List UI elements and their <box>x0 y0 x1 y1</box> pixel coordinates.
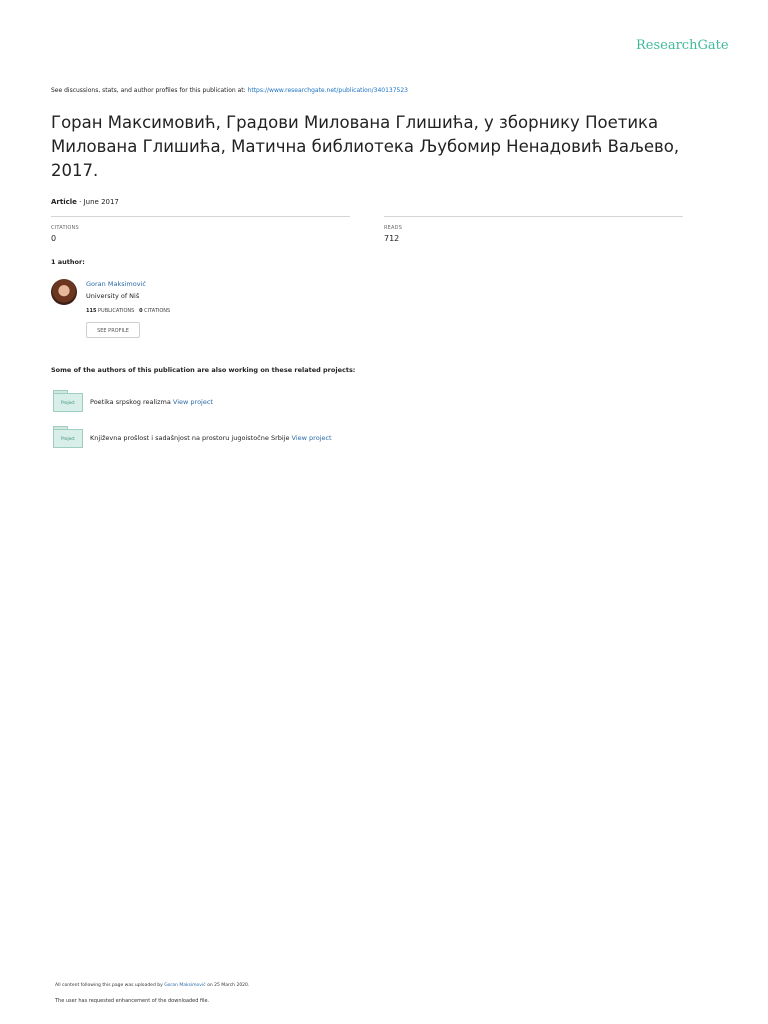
authors-heading: 1 author: <box>51 258 85 266</box>
author-name-link[interactable]: Goran Maksimović <box>86 280 146 288</box>
view-project-link[interactable]: View project <box>291 434 332 442</box>
author-citations-count: 0 <box>139 308 143 314</box>
view-project-link[interactable]: View project <box>172 398 213 406</box>
publication-meta <box>51 198 119 206</box>
project-folder-icon <box>53 390 83 412</box>
publication-title: Горан Максимовић, Градови Милована Глишића, у зборнику Поетика Милована Глишића, Матична библиотека Љубомир Ненадовић Ваљево, 2017. <box>51 113 680 180</box>
citations-divider <box>51 216 350 217</box>
project-item <box>90 398 213 406</box>
author-publications-count: 115 <box>86 308 97 314</box>
upload-prefix: All content following this page was uploaded by <box>55 983 165 988</box>
discussion-line <box>51 87 408 94</box>
discussion-text: See discussions, stats, and author profiles for this publication at: <box>51 87 248 94</box>
reads-divider <box>384 216 683 217</box>
folder-label: Project <box>53 393 83 412</box>
author-institution: University of Niš <box>86 292 140 300</box>
researchgate-logo[interactable]: ResearchGate <box>636 38 729 53</box>
upload-suffix: on 25 March 2020. <box>205 983 250 988</box>
project-name: Poetika srpskog realizma <box>90 398 173 406</box>
publication-date: · June 2017 <box>76 198 119 206</box>
folder-label: Project <box>53 429 83 448</box>
enhancement-note: The user has requested enhancement of the downloaded file. <box>55 998 210 1004</box>
author-stats <box>86 308 170 314</box>
project-name: Književna prošlost i sadašnjost na prostoru jugoistočne Srbije <box>90 434 292 442</box>
see-profile-button[interactable]: SEE PROFILE <box>86 322 140 338</box>
citations-label: CITATIONS <box>51 225 79 231</box>
uploader-link[interactable]: Goran Maksimović <box>164 983 206 988</box>
project-item <box>90 434 332 442</box>
reads-label: READS <box>384 225 403 231</box>
project-folder-icon <box>53 426 83 448</box>
author-publications-label: PUBLICATIONS <box>96 308 135 314</box>
publication-type: Article <box>51 198 77 206</box>
related-projects-heading: Some of the authors of this publication are also working on these related projects: <box>51 366 356 374</box>
author-avatar[interactable] <box>51 279 77 305</box>
citations-value: 0 <box>51 234 57 243</box>
author-citations-label: CITATIONS <box>142 308 171 314</box>
publication-url-link[interactable]: https://www.researchgate.net/publication/340137523 <box>247 87 408 94</box>
reads-value: 712 <box>384 234 400 243</box>
upload-note <box>55 983 249 988</box>
